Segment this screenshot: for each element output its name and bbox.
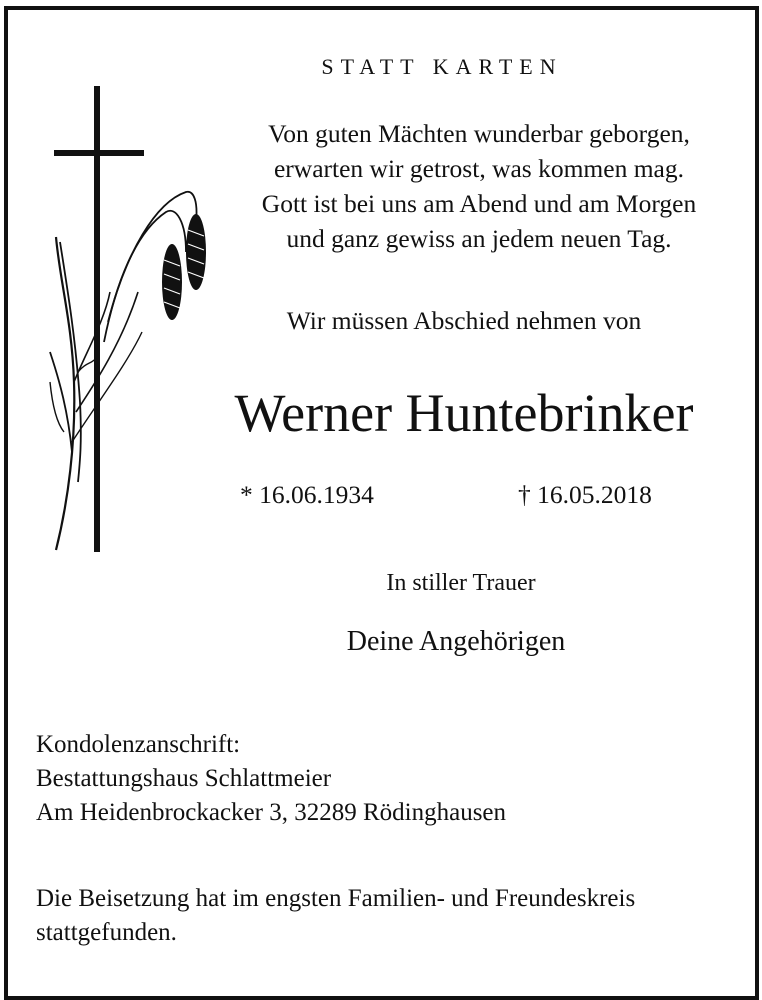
death-date: † 16.05.2018 (518, 480, 652, 509)
funeral-home-name: Bestattungshaus Schlattmeier (36, 765, 332, 792)
poem-line: Gott ist bei uns am Abend und am Morgen (261, 189, 697, 218)
birth-date: * 16.06.1934 (240, 480, 374, 509)
signature-relatives: Deine Angehörigen (346, 626, 566, 657)
poem-line: und ganz gewiss an jedem neuen Tag. (286, 224, 672, 253)
condolence-label: Kondolenzanschrift: (36, 731, 241, 758)
header-title: STATT KARTEN (321, 54, 563, 79)
poem (234, 116, 724, 256)
deceased-name: Werner Huntebrinker (234, 383, 694, 443)
poem-line: Von guten Mächten wunderbar geborgen, (268, 119, 690, 148)
condolence-address (36, 728, 736, 830)
burial-note: Die Beisetzung hat im engsten Familien- und Freundeskreis stattgefunden. (36, 885, 636, 946)
mourning-phrase: In stiller Trauer (386, 570, 536, 596)
cross-with-grain-icon (46, 82, 216, 558)
obituary-frame (4, 6, 759, 1000)
farewell-text: Wir müssen Abschied nehmen von (286, 306, 642, 335)
funeral-home-address: Am Heidenbrockacker 3, 32289 Rödinghausen (36, 799, 507, 826)
poem-line: erwarten wir getrost, was kommen mag. (273, 154, 684, 183)
